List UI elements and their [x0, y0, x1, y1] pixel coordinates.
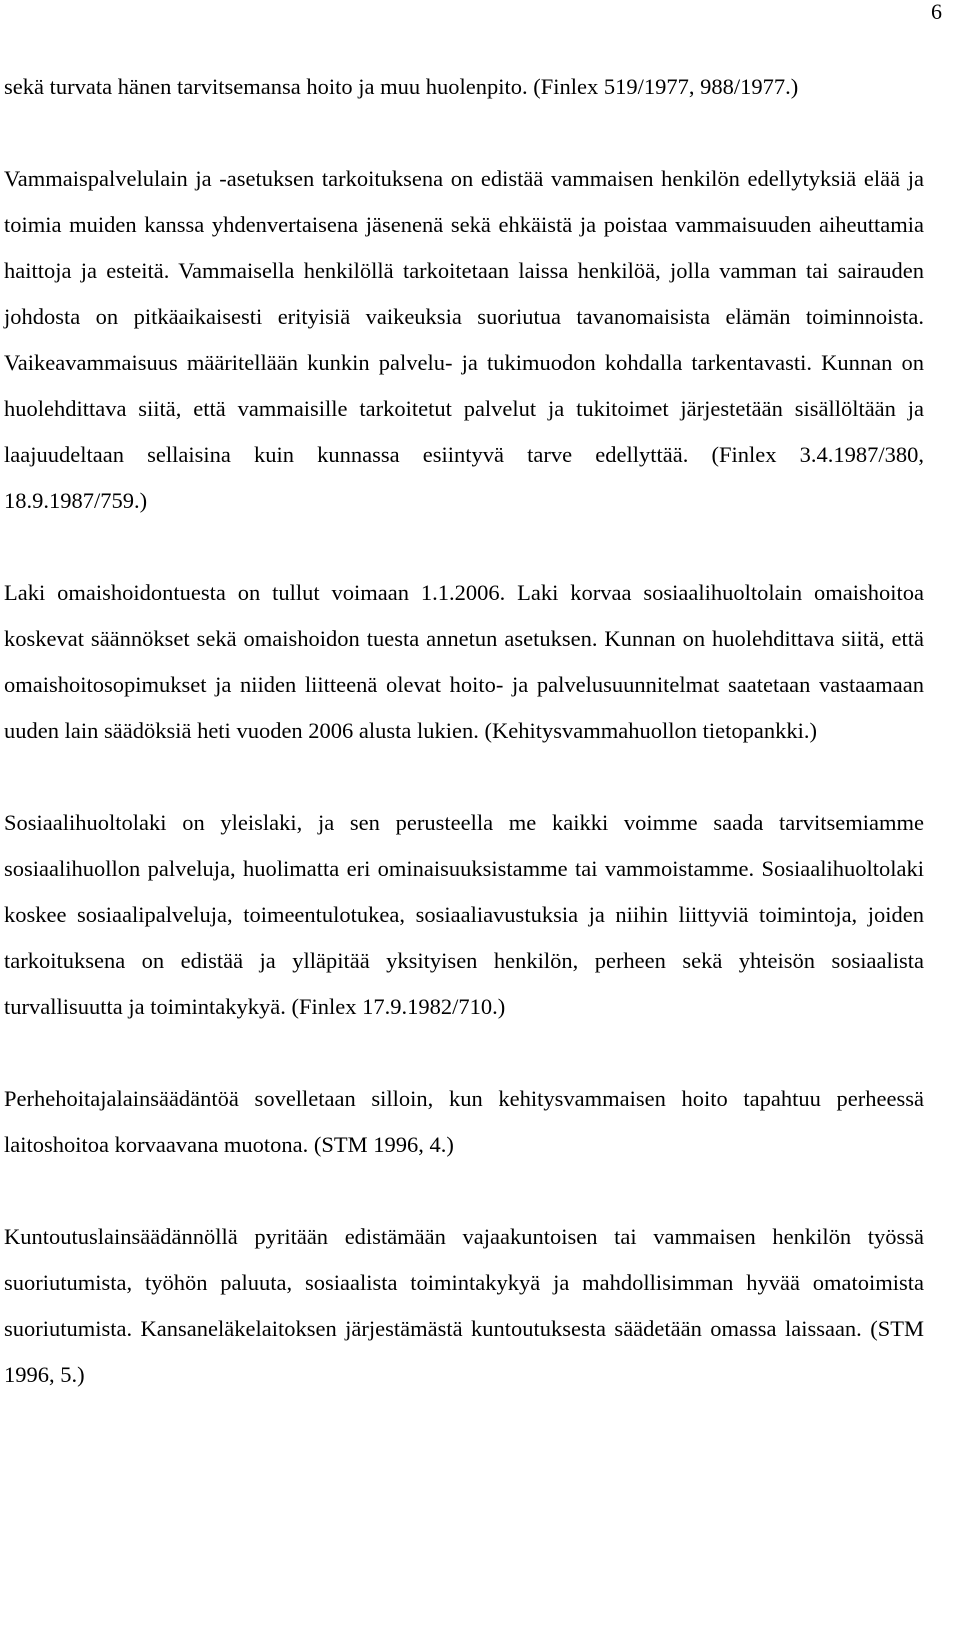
paragraph-family-care-legislation: Perhehoitajalainsäädäntöä sovelletaan silloin, kun kehitysvammaisen hoito tapahtuu perheessä laitoshoitoa korvaavana muotona. (STM 1996, 4.)	[4, 1086, 924, 1157]
document-body	[4, 64, 924, 1398]
paragraph-informal-care-act: Laki omaishoidontuesta on tullut voimaan 1.1.2006. Laki korvaa sosiaalihuoltolain omaishoitoa koskevat säännökset sekä omaishoidon tuesta annetun asetuksen. Kunnan on huolehdittava siitä, että omaishoitosopimukset ja niiden liitteenä olevat hoito- ja palvelusuunnitelmat saatetaan vastaamaan uuden lain säädöksiä heti vuoden 2006 alusta lukien. (Kehitysvammahuollon tietopankki.)	[4, 580, 924, 743]
paragraph-disability-services-act: Vammaispalvelulain ja -asetuksen tarkoituksena on edistää vammaisen henkilön edellytyksiä elää ja toimia muiden kanssa yhdenvertaisena jäsenenä sekä ehkäistä ja poistaa vammaisuuden aiheuttamia haittoja ja esteitä. Vammaisella henkilöllä tarkoitetaan laissa henkilöä, jolla vamman tai sairauden johdosta on pitkäaikaisesti erityisiä vaikeuksia suoriutua tavanomaisista elämän toiminnoista. Vaikeavammaisuus määritellään kunkin palvelu- ja tukimuodon kohdalla tarkentavasti. Kunnan on huolehdittava siitä, että vammaisille tarkoitetut palvelut ja tukitoimet järjestetään sisällöltään ja laajuudeltaan sellaisina kuin kunnassa esiintyvä tarve edellyttää. (Finlex 3.4.1987/380, 18.9.1987/759.)	[4, 166, 924, 513]
page-number: 6	[931, 0, 942, 24]
paragraph-social-welfare-act: Sosiaalihuoltolaki on yleislaki, ja sen perusteella me kaikki voimme saada tarvitsemiamme sosiaalihuollon palveluja, huolimatta eri ominaisuuksistamme tai vammoistamme. Sosiaalihuoltolaki koskee sosiaalipalveluja, toimeentulotukea, sosiaaliavustuksia ja niihin liittyviä toimintoja, joiden tarkoituksena on edistää ja ylläpitää yksityisen henkilön, perheen sekä yhteisön sosiaalista turvallisuutta ja toimintakykyä. (Finlex 17.9.1982/710.)	[4, 810, 924, 1019]
paragraph-care-obligation: sekä turvata hänen tarvitsemansa hoito ja muu huolenpito. (Finlex 519/1977, 988/1977.)	[4, 74, 799, 99]
paragraph-rehabilitation-legislation: Kuntoutuslainsäädännöllä pyritään edistämään vajaakuntoisen tai vammaisen henkilön työssä suoriutumista, työhön paluuta, sosiaalista toimintakykyä ja mahdollisimman hyvää omatoimista suoriutumista. Kansaneläkelaitoksen järjestämästä kuntoutuksesta säädetään omassa laissaan. (STM 1996, 5.)	[4, 1224, 924, 1387]
